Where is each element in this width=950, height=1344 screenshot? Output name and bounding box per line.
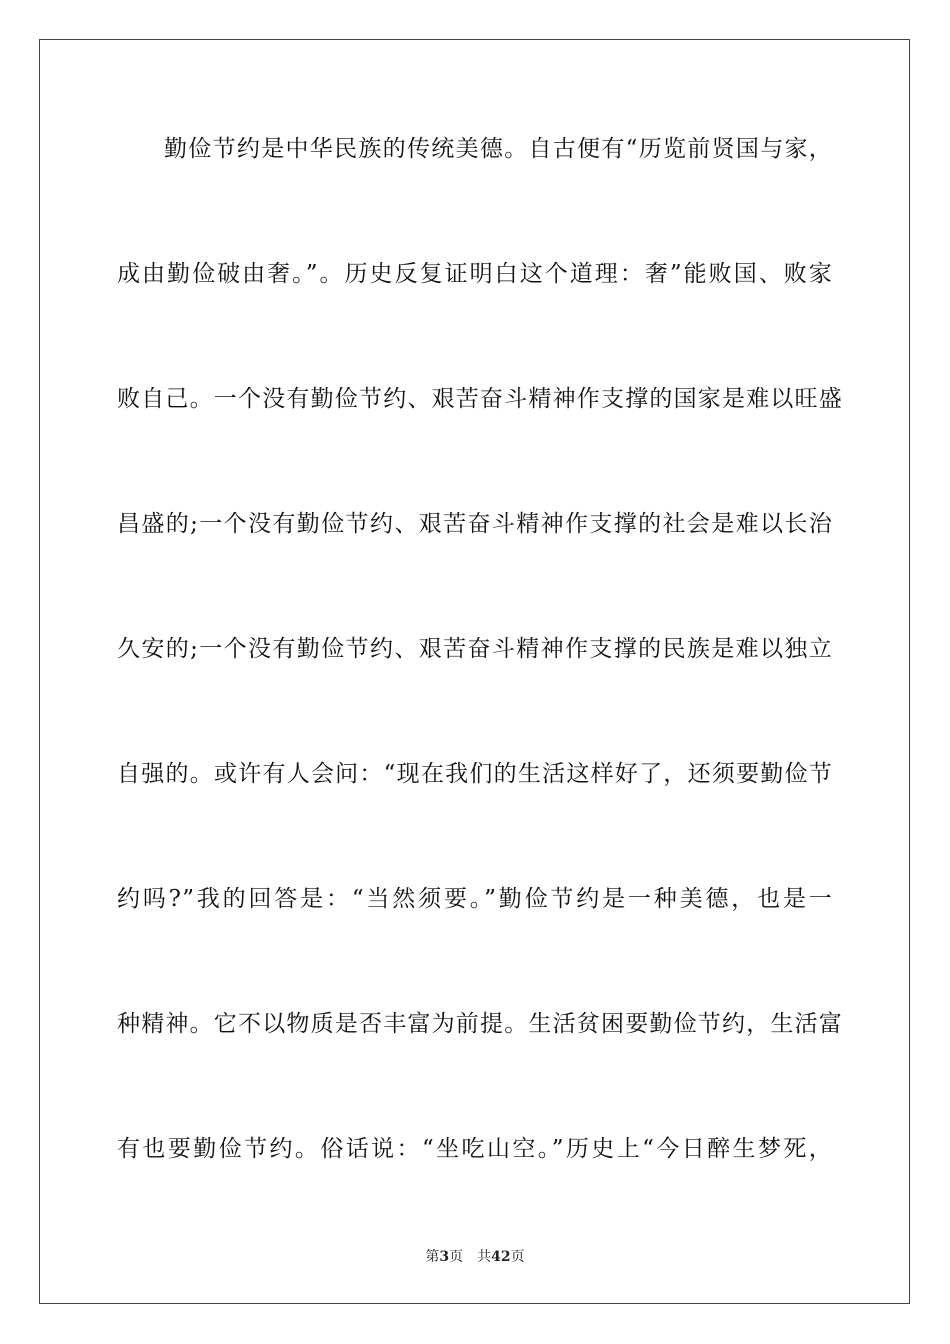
footer-page-prefix: 第 bbox=[425, 1249, 440, 1265]
page-footer bbox=[0, 1248, 950, 1266]
paragraph-line-8: 种精神。它不以物质是否丰富为前提。生活贫困要勤俭节约，生活富 bbox=[117, 1011, 843, 1037]
paragraph-line-1: 勤俭节约是中华民族的传统美德。自古便有“历览前贤国与家， bbox=[164, 136, 833, 162]
paragraph-line-5: 久安的;一个没有勤俭节约、艰苦奋斗精神作支撑的民族是难以独立 bbox=[117, 636, 833, 662]
paragraph-line-6: 自强的。或许有人会问：“现在我们的生活这样好了，还须要勤俭节 bbox=[117, 761, 833, 787]
paragraph-line-4: 昌盛的;一个没有勤俭节约、艰苦奋斗精神作支撑的社会是难以长治 bbox=[117, 511, 833, 537]
paragraph-line-3: 败自己。一个没有勤俭节约、艰苦奋斗精神作支撑的国家是难以旺盛 bbox=[117, 386, 843, 412]
paragraph-line-2: 成由勤俭破由奢。”。历史反复证明白这个道理：奢”能败国、败家 bbox=[117, 261, 833, 287]
footer-total-pages: 42 bbox=[491, 1249, 511, 1265]
paragraph-line-7: 约吗?”我的回答是：“当然须要。”勤俭节约是一种美德，也是一 bbox=[117, 886, 833, 912]
page-border bbox=[39, 39, 910, 1304]
footer-total-prefix: 共 bbox=[477, 1249, 492, 1265]
footer-page-number: 3 bbox=[439, 1249, 450, 1265]
footer-total-suffix: 页 bbox=[510, 1249, 525, 1265]
paragraph-line-9: 有也要勤俭节约。俗话说：“坐吃山空。”历史上“今日醉生梦死， bbox=[117, 1136, 833, 1162]
footer-page-suffix: 页 bbox=[449, 1249, 464, 1265]
